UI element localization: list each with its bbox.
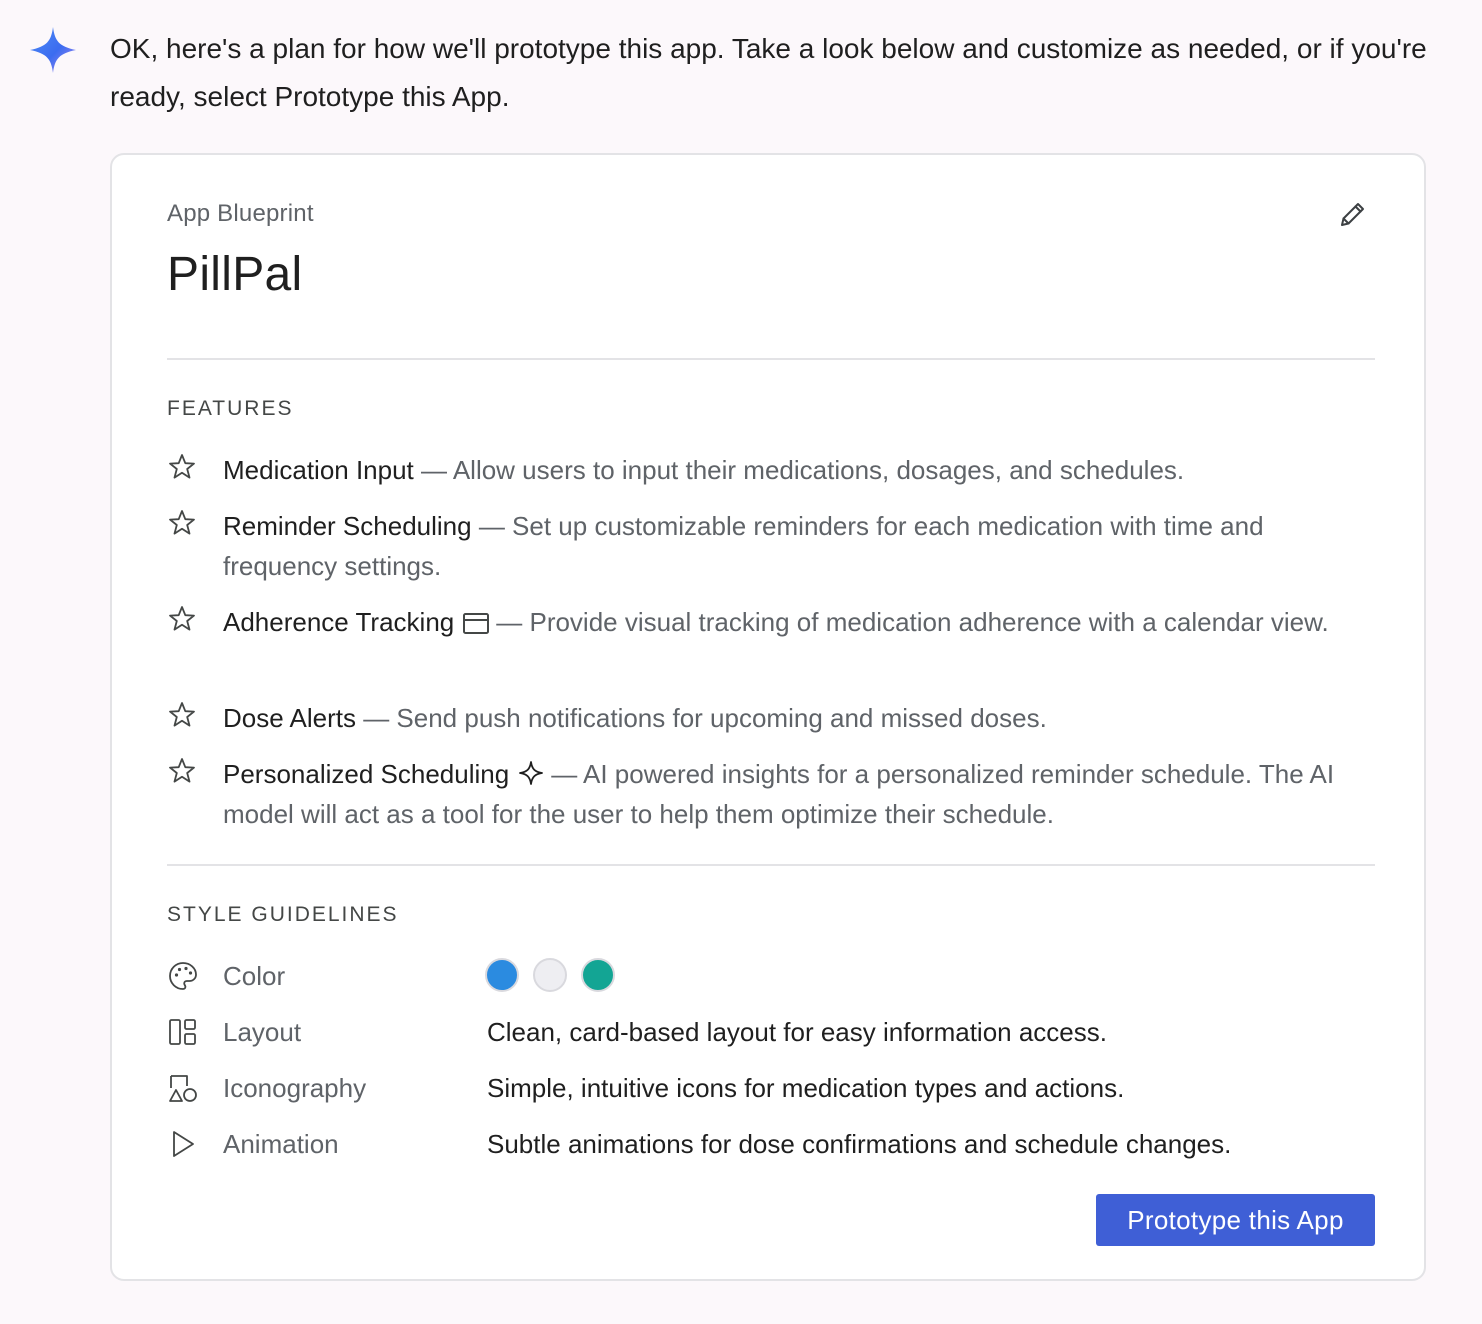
app-title: PillPal xyxy=(167,248,303,301)
feature-name: Medication Input xyxy=(223,455,414,485)
play-icon xyxy=(167,1128,199,1160)
star-icon xyxy=(167,756,197,786)
style-row-animation xyxy=(167,1124,1375,1164)
feature-item xyxy=(167,698,1375,738)
color-swatch-primary xyxy=(485,958,519,992)
style-label: Animation xyxy=(223,1129,339,1159)
style-value: Simple, intuitive icons for medication types and actions. xyxy=(487,1073,1125,1103)
star-icon xyxy=(167,452,197,482)
shapes-icon xyxy=(167,1072,199,1104)
star-icon xyxy=(167,508,197,538)
features-heading: FEATURES xyxy=(167,397,294,420)
feature-description: — Send push notifications for upcoming and missed doses. xyxy=(363,703,1047,733)
feature-name: Dose Alerts xyxy=(223,703,356,733)
style-row-layout xyxy=(167,1012,1375,1052)
style-label: Color xyxy=(223,961,286,991)
gemini-spark-icon xyxy=(28,25,78,75)
feature-item xyxy=(167,754,1375,834)
style-label: Iconography xyxy=(223,1073,367,1103)
feature-description: — Provide visual tracking of medication adherence with a calendar view. xyxy=(496,607,1329,637)
style-row-color xyxy=(167,956,1375,996)
ai-sparkle-icon xyxy=(517,759,545,787)
feature-description: — Allow users to input their medications, dosages, and schedules. xyxy=(421,455,1185,485)
divider xyxy=(167,864,1375,866)
calendar-icon xyxy=(462,611,490,635)
feature-item xyxy=(167,450,1375,490)
edit-blueprint-button[interactable] xyxy=(1334,197,1370,233)
blueprint-eyebrow: App Blueprint xyxy=(167,200,314,227)
feature-item xyxy=(167,602,1375,642)
star-icon xyxy=(167,604,197,634)
prototype-app-button[interactable]: Prototype this App xyxy=(1096,1194,1375,1246)
palette-icon xyxy=(167,960,199,992)
feature-name: Reminder Scheduling xyxy=(223,511,472,541)
app-blueprint-card xyxy=(110,153,1426,1281)
star-icon xyxy=(167,700,197,730)
feature-name: Adherence Tracking xyxy=(223,607,455,637)
style-row-iconography xyxy=(167,1068,1375,1108)
feature-description: — Set up customizable reminders for each medication with time and frequency settings. xyxy=(223,511,1264,581)
assistant-intro-text: OK, here's a plan for how we'll prototype this app. Take a look below and customize as needed, or if you're ready, select Prototype this App. xyxy=(110,33,1427,112)
style-label: Layout xyxy=(223,1017,302,1047)
color-swatch-accent xyxy=(581,958,615,992)
feature-name: Personalized Scheduling xyxy=(223,759,510,789)
color-swatch-background xyxy=(533,958,567,992)
color-swatches xyxy=(485,958,615,992)
feature-description: — AI powered insights for a personalized reminder schedule. The AI model will act as a tool for the user to help them optimize their schedule. xyxy=(223,759,1335,829)
pencil-icon xyxy=(1336,199,1368,231)
style-guidelines-heading: STYLE GUIDELINES xyxy=(167,903,399,926)
divider xyxy=(167,358,1375,360)
style-value: Clean, card-based layout for easy information access. xyxy=(487,1017,1107,1047)
layout-icon xyxy=(167,1016,199,1048)
feature-item xyxy=(167,506,1375,586)
style-value: Subtle animations for dose confirmations and schedule changes. xyxy=(487,1129,1232,1159)
